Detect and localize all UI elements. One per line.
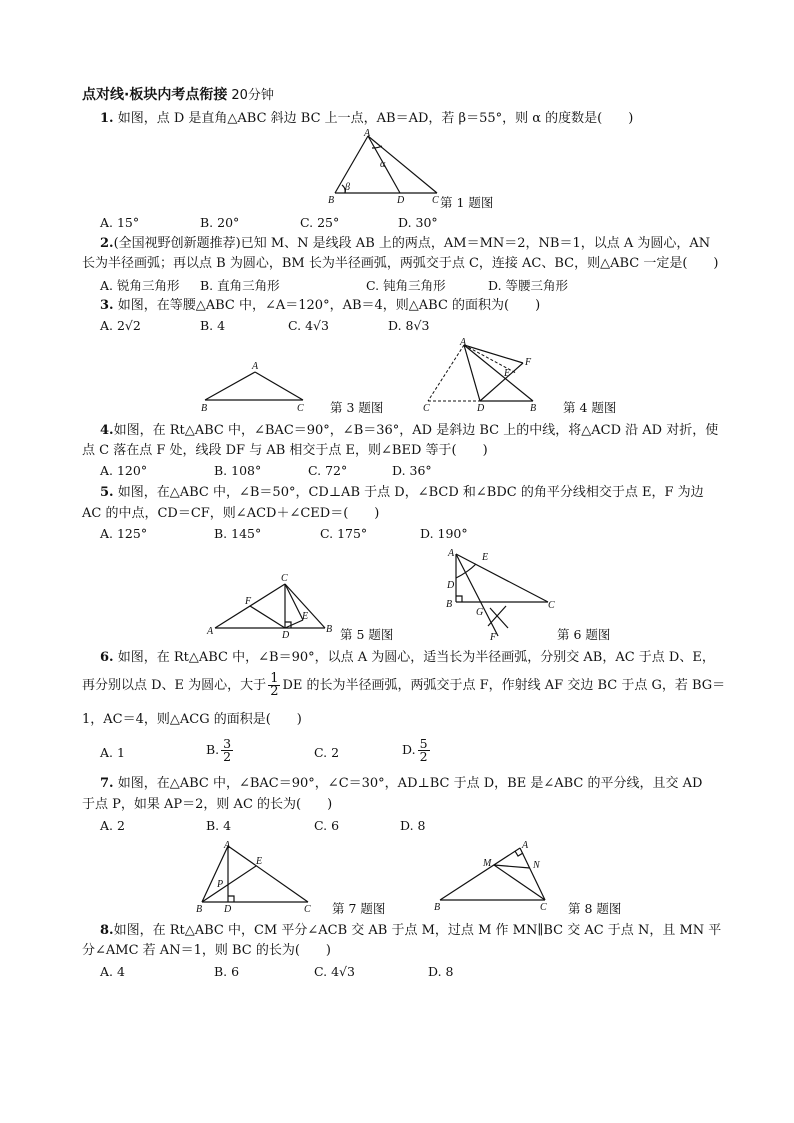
q2-option-b: B. 直角三角形: [200, 278, 280, 293]
figure-6-caption: 第 6 题图: [557, 627, 611, 642]
section-title: 点对线·板块内考点衔接: [82, 87, 228, 103]
question-number: 2.: [100, 236, 114, 251]
question-6-line-2: [82, 672, 725, 700]
question-2-line-2: 长为半径画弧；再以点 B 为圆心，BM 长为半径画弧，两弧交于点 C，连接 AC、BC，则△ABC 一定是( ): [82, 256, 719, 271]
question-number: 3.: [100, 298, 114, 313]
question-5-line-2: AC 的中点，CD＝CF，则∠ACD＋∠CED＝( ): [82, 506, 380, 521]
point-P: P: [217, 879, 224, 890]
q6-option-d: [402, 738, 432, 763]
q6-option-b: [206, 738, 235, 763]
fraction-numerator: 5: [419, 736, 428, 751]
option-letter: B.: [206, 742, 220, 757]
q3-option-a: A. 2√2: [100, 318, 141, 333]
question-3: [100, 298, 540, 314]
vertex-A: A: [448, 548, 455, 559]
vertex-C: C: [548, 600, 555, 611]
question-text: 如图，点 D 是直角△ABC 斜边 BC 上一点，AB＝AD，若 β＝55°，则 α 的度数是( ): [117, 111, 634, 126]
question-2-line-1: [100, 236, 710, 252]
figure-4: [418, 337, 548, 417]
vertex-C: C: [297, 403, 304, 414]
vertex-D: D: [397, 195, 405, 206]
question-text: 如图，在 Rt△ABC 中，CM 平分∠ACB 交 AB 于点 M，过点 M 作 MN∥BC 交 AC 于点 N，且 MN 平: [113, 923, 722, 938]
fraction-numerator: 3: [223, 736, 232, 751]
question-text: 如图，在 Rt△ABC 中，∠BAC＝90°，∠B＝36°，AD 是斜边 BC 上的中线，将△ACD 沿 AD 对折，使: [113, 423, 719, 438]
figure-8: [430, 838, 560, 918]
question-4-line-2: 点 C 落在点 F 处，线段 DF 与 AB 相交于点 E，则∠BED 等于( ): [82, 443, 488, 458]
figure-1-caption: 第 1 题图: [440, 195, 494, 210]
vertex-C: C: [432, 195, 439, 206]
q4-option-a: A. 120°: [100, 463, 148, 478]
question-4-line-1: [100, 423, 718, 439]
point-D: D: [224, 904, 232, 915]
point-F: F: [525, 357, 532, 368]
figure-3-caption: 第 3 题图: [330, 400, 384, 415]
figure-1: [320, 128, 440, 208]
point-E: E: [302, 611, 309, 622]
figure-5-caption: 第 5 题图: [340, 627, 394, 642]
question-number: 6.: [100, 650, 114, 665]
vertex-B: B: [328, 195, 335, 206]
point-E: E: [482, 552, 489, 563]
q3-option-c: C. 4√3: [288, 318, 329, 333]
q1-option-b: B. 20°: [200, 215, 240, 230]
question-number: 7.: [100, 776, 114, 791]
question-1: [100, 111, 633, 127]
figure-3: [195, 358, 315, 414]
q4-option-c: C. 72°: [308, 463, 348, 478]
q2-option-a: A. 锐角三角形: [100, 278, 180, 293]
question-8-line-2: 分∠AMC 若 AN＝1，则 BC 的长为( ): [82, 943, 331, 958]
figure-7: [190, 838, 325, 918]
fraction-numerator: 1: [270, 671, 279, 686]
vertex-B: B: [530, 403, 537, 414]
q6-option-c: C. 2: [314, 745, 340, 760]
question-6-line-3: 1，AC＝4，则△ACG 的面积是( ): [82, 712, 302, 727]
fraction: [221, 738, 233, 763]
vertex-B: B: [446, 599, 453, 610]
q8-option-a: A. 4: [100, 964, 125, 979]
vertex-A: A: [460, 337, 467, 348]
q8-option-c: C. 4√3: [314, 964, 355, 979]
q7-option-c: C. 6: [314, 818, 340, 833]
q3-option-b: B. 4: [200, 318, 226, 333]
time-limit: 20分钟: [231, 88, 274, 103]
question-number: 4.: [100, 423, 114, 438]
vertex-A: A: [364, 128, 371, 139]
point-G: G: [476, 607, 484, 618]
q1-option-a: A. 15°: [100, 215, 140, 230]
question-text: 如图，在 Rt△ABC 中，∠B＝90°，以点 A 为圆心，适当长为半径画弧，分别交 AB，AC 于点 D、E，: [117, 650, 715, 665]
vertex-A: A: [224, 840, 231, 851]
question-number: 8.: [100, 923, 114, 938]
q2-option-d: D. 等腰三角形: [488, 278, 569, 293]
fraction-denominator: 2: [270, 684, 279, 699]
point-E: E: [256, 856, 263, 867]
figure-8-caption: 第 8 题图: [568, 901, 622, 916]
vertex-A: A: [207, 626, 214, 637]
q6-option-a: A. 1: [100, 745, 125, 760]
point-F: F: [245, 596, 252, 607]
q3-option-d: D. 8√3: [388, 318, 430, 333]
q4-option-d: D. 36°: [392, 463, 432, 478]
question-text: 如图，在等腰△ABC 中，∠A＝120°，AB＝4，则△ABC 的面积为( ): [117, 298, 541, 313]
q8-option-b: B. 6: [214, 964, 240, 979]
point-N: N: [533, 860, 540, 871]
q8-option-d: D. 8: [428, 964, 454, 979]
q5-option-a: A. 125°: [100, 526, 148, 541]
point-M: M: [483, 858, 492, 869]
vertex-C: C: [304, 904, 311, 915]
vertex-A: A: [522, 840, 529, 851]
vertex-B: B: [196, 904, 203, 915]
q7-option-a: A. 2: [100, 818, 125, 833]
question-5-line-1: [100, 485, 704, 501]
angle-alpha: α: [380, 159, 386, 170]
q2-option-c: C. 钝角三角形: [366, 278, 446, 293]
vertex-C: C: [540, 902, 547, 913]
q7-option-b: B. 4: [206, 818, 232, 833]
section-header: [82, 87, 274, 104]
figure-4-caption: 第 4 题图: [563, 400, 617, 415]
vertex-B: B: [201, 403, 208, 414]
point-E: E: [504, 368, 511, 379]
question-number: 1.: [100, 111, 114, 126]
angle-beta: β: [345, 182, 350, 193]
q7-option-d: D. 8: [400, 818, 426, 833]
fraction-one-half: [268, 673, 280, 698]
question-6-line-1: [100, 650, 715, 666]
fraction-denominator: 2: [223, 749, 232, 764]
vertex-D: D: [282, 630, 290, 641]
question-text-post: DE 的长为半径画弧，两弧交于点 F，作射线 AF 交边 BC 于点 G，若 BG＝: [282, 678, 726, 693]
q4-option-b: B. 108°: [214, 463, 262, 478]
point-F: F: [490, 632, 497, 643]
question-7-line-2: 于点 P，如果 AP＝2，则 AC 的长为( ): [82, 797, 333, 812]
q1-option-d: D. 30°: [398, 215, 438, 230]
vertex-C: C: [281, 573, 288, 584]
question-number: 5.: [100, 485, 114, 500]
vertex-D: D: [477, 403, 485, 414]
q5-option-d: D. 190°: [420, 526, 468, 541]
vertex-B: B: [326, 624, 333, 635]
figure-5: [205, 570, 340, 640]
question-text: (全国视野创新题推荐)已知 M、N 是线段 AB 上的两点，AM＝MN＝2，NB＝1，以点 A 为圆心，AN: [113, 236, 711, 251]
figure-7-caption: 第 7 题图: [332, 901, 386, 916]
q5-option-c: C. 175°: [320, 526, 368, 541]
option-letter: D.: [402, 742, 416, 757]
figure-6: [440, 546, 565, 646]
q1-option-c: C. 25°: [300, 215, 340, 230]
q5-option-b: B. 145°: [214, 526, 262, 541]
question-text-pre: 再分别以点 D、E 为圆心，大于: [82, 678, 267, 693]
point-D: D: [447, 580, 455, 591]
fraction: [418, 738, 430, 763]
question-text: 如图，在△ABC 中，∠BAC＝90°，∠C＝30°，AD⊥BC 于点 D，BE 是∠ABC 的平分线，且交 AD: [117, 776, 703, 791]
fraction-denominator: 2: [419, 749, 428, 764]
vertex-A: A: [252, 361, 259, 372]
question-8-line-1: [100, 923, 721, 939]
vertex-C: C: [423, 403, 430, 414]
question-7-line-1: [100, 776, 702, 792]
question-text: 如图，在△ABC 中，∠B＝50°，CD⊥AB 于点 D，∠BCD 和∠BDC 的角平分线相交于点 E，F 为边: [117, 485, 704, 500]
vertex-B: B: [434, 902, 441, 913]
